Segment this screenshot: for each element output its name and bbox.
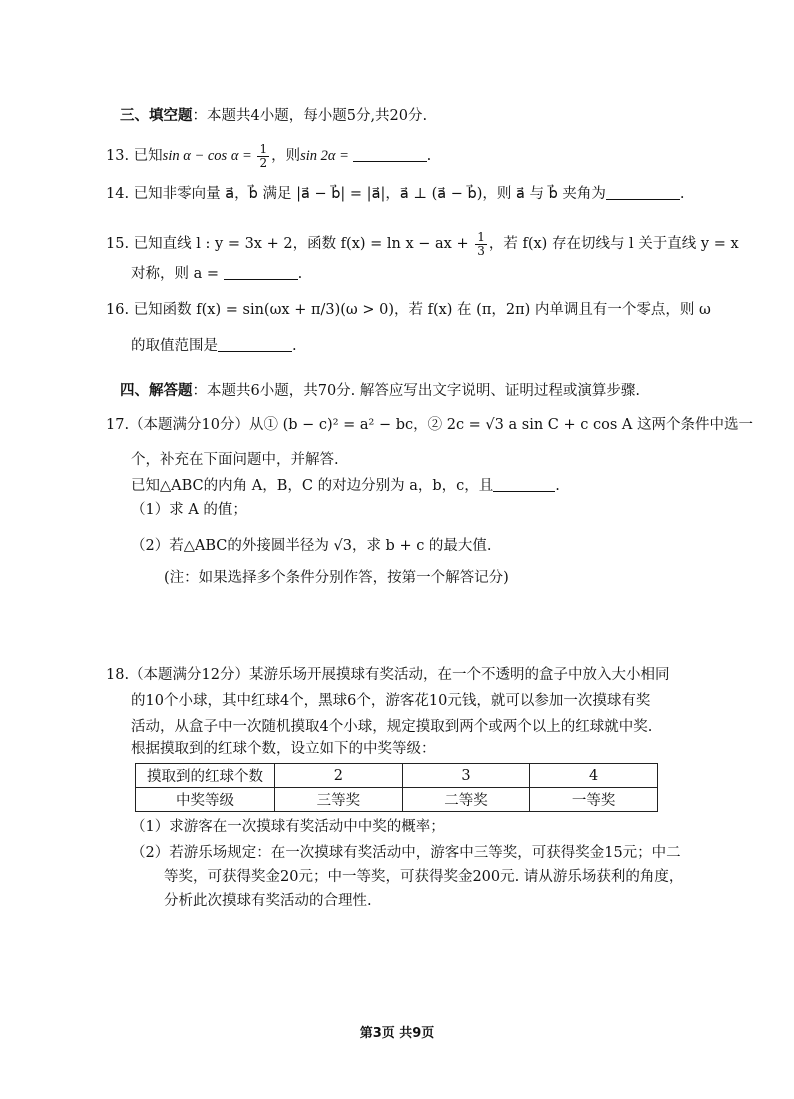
question-17-note — [164, 568, 509, 588]
answer-blank[interactable] — [493, 477, 555, 492]
table-row — [136, 788, 658, 812]
fraction-denominator: 3 — [477, 243, 485, 258]
question-16-line-2 — [131, 336, 297, 356]
question-text: （本题满分12分）某游乐场开展摸球有奖活动，在一个不透明的盒子中放入大小相同 — [129, 667, 670, 683]
question-text: 已知函数 f(x) = sin(ωx + π/3)(ω > 0)，若 f(x) 在 (π，2π) 内单调且有一个零点，则 ω — [133, 302, 711, 318]
question-text: 已知 — [133, 148, 163, 164]
sub-question: （2）若游乐场规定：在一次摸球有奖活动中，游客中三等奖，可获得奖金15元；中二 — [131, 845, 681, 861]
sub-question: （1）求 A 的值； — [131, 502, 247, 518]
question-17-line-2 — [131, 450, 339, 470]
table-cell: 二等奖 — [402, 788, 530, 812]
fraction — [475, 231, 487, 258]
math-expression: sin 2α = — [300, 148, 353, 164]
question-18-line-2 — [131, 691, 650, 711]
section-3-heading — [120, 106, 427, 126]
table-cell: 4 — [530, 764, 658, 788]
question-number: 16. — [106, 302, 130, 318]
question-text: 个，补充在下面问题中，并解答. — [131, 452, 339, 468]
answer-blank[interactable] — [353, 147, 427, 162]
question-text: 的取值范围是 — [131, 338, 218, 354]
question-text: 已知△ABC的内角 A，B，C 的对边分别为 a，b，c，且 — [131, 478, 494, 494]
page-footer: 第3页 共9页 — [359, 1026, 435, 1041]
question-18-line-4 — [131, 739, 436, 759]
question-18-part-2 — [131, 843, 681, 863]
question-text: 已知非零向量 a⃗，b⃗ 满足 |a⃗ − b⃗| = |a⃗|，a⃗ ⊥ (a⃗ − b⃗)，则 a⃗ 与 b⃗ 夹角为 — [133, 186, 606, 202]
table-cell: 摸取到的红球个数 — [136, 764, 275, 788]
question-15-line-2 — [131, 264, 302, 284]
question-text: 活动，从盒子中一次随机摸取4个小球，规定摸取到两个或两个以上的红球就中奖. — [131, 719, 653, 735]
question-number: 15. — [106, 236, 130, 252]
math-expression: sin α − cos α = — [162, 148, 256, 164]
note-text: (注：如果选择多个条件分别作答，按第一个解答记分) — [164, 570, 509, 586]
question-13 — [106, 140, 431, 172]
table-cell: 一等奖 — [530, 788, 658, 812]
question-18-part-2-line-3 — [164, 891, 372, 911]
question-number: 13. — [106, 148, 130, 164]
table-cell: 中奖等级 — [136, 788, 275, 812]
question-15 — [106, 228, 739, 260]
section-4-desc: ：本题共6小题，共70分. 解答应写出文字说明、证明过程或演算步骤. — [192, 383, 641, 399]
question-16 — [106, 300, 711, 320]
table-cell: 三等奖 — [275, 788, 403, 812]
question-14 — [106, 184, 685, 204]
fraction-numerator: 1 — [259, 141, 268, 156]
question-18 — [106, 665, 670, 685]
question-text: ，则 — [271, 148, 301, 164]
question-18-part-2-line-2 — [164, 867, 683, 887]
answer-blank[interactable] — [218, 337, 292, 352]
question-text: 的10个小球，其中红球4个，黑球6个，游客花10元钱，就可以参加一次摸球有奖 — [131, 693, 651, 709]
question-17-part-2 — [131, 536, 492, 556]
question-17 — [106, 415, 753, 435]
question-text: 对称，则 a = — [131, 266, 224, 282]
question-18-line-3 — [131, 717, 652, 737]
table-row — [136, 764, 658, 788]
section-4-title: 四、解答题 — [120, 382, 193, 399]
table-cell: 2 — [275, 764, 403, 788]
sub-question: （1）求游客在一次摸球有奖活动中中奖的概率； — [131, 819, 445, 835]
question-number: 18. — [106, 667, 130, 683]
sub-question: 等奖，可获得奖金20元；中一等奖，可获得奖金200元. 请从游乐场获利的角度， — [164, 869, 684, 885]
table-cell: 3 — [402, 764, 530, 788]
question-text: 根据摸取到的红球个数，设立如下的中奖等级： — [131, 741, 436, 757]
question-text: 已知直线 l : y = 3x + 2，函数 f(x) = ln x − ax + — [133, 236, 474, 252]
question-number: 17. — [106, 417, 130, 433]
punctuation: . — [426, 148, 432, 164]
question-number: 14. — [106, 186, 130, 202]
sub-question: （2）若△ABC的外接圆半径为 √3，求 b + c 的最大值. — [131, 538, 492, 554]
section-3-title: 三、填空题 — [120, 107, 193, 124]
section-4-heading — [120, 381, 640, 401]
fraction — [257, 143, 269, 170]
punctuation: . — [555, 478, 560, 494]
fraction-numerator: 1 — [477, 229, 485, 244]
question-text: （本题满分10分）从① (b − c)² = a² − bc，② 2c = √3 a sin C + c cos A 这两个条件中选一 — [129, 417, 753, 433]
question-17-part-1 — [131, 500, 247, 520]
fraction-denominator: 2 — [259, 155, 268, 170]
prize-table — [135, 763, 658, 812]
sub-question: 分析此次摸球有奖活动的合理性. — [164, 893, 372, 909]
section-3-desc: ：本题共4小题，每小题5分,共20分. — [192, 108, 428, 124]
punctuation: . — [679, 186, 685, 202]
answer-blank[interactable] — [224, 265, 298, 280]
punctuation: . — [297, 266, 303, 282]
answer-blank[interactable] — [606, 185, 680, 200]
question-18-part-1 — [131, 817, 445, 837]
punctuation: . — [292, 338, 297, 354]
question-17-line-3 — [131, 476, 560, 496]
question-text: ，若 f(x) 存在切线与 l 关于直线 y = x — [488, 236, 739, 252]
